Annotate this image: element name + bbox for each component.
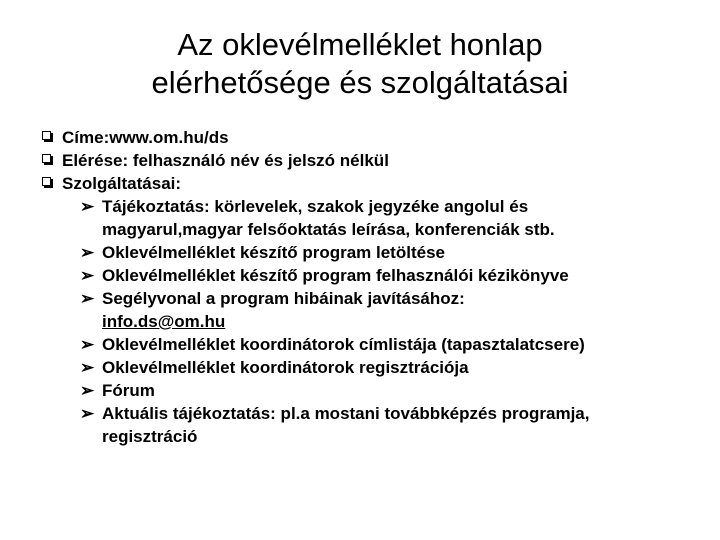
square-bullet-icon <box>42 131 51 140</box>
list-item-manual <box>80 264 690 287</box>
helpline-email-link[interactable]: info.ds@om.hu <box>102 312 226 331</box>
arrowhead-bullet-icon: ➢ <box>80 243 95 262</box>
arrowhead-bullet-icon: ➢ <box>80 197 95 216</box>
service-text: Segélyvonal a program hibáinak javításához: <box>102 289 465 308</box>
list-item-address <box>40 126 690 149</box>
slide-title-line-2: elérhetősége és szolgáltatásai <box>151 65 569 100</box>
list-item-access <box>40 149 690 172</box>
slide-content <box>40 126 690 448</box>
access-text: Elérése: felhasználó név és jelszó nélkül <box>62 151 389 170</box>
arrowhead-bullet-icon: ➢ <box>80 381 95 400</box>
list-item-services <box>40 172 690 448</box>
slide-title-line-1: Az oklevélmelléklet honlap <box>177 27 543 62</box>
square-bullet-icon <box>42 177 51 186</box>
service-text: Oklevélmelléklet készítő program felhasználói kézikönyve <box>102 266 569 285</box>
services-heading: Szolgáltatásai: <box>62 174 182 193</box>
list-item-info <box>80 195 690 241</box>
address-text: Címe:www.om.hu/ds <box>62 128 229 147</box>
service-text-line-1: Aktuális tájékoztatás: pl.a mostani továbbképzés programja, <box>102 404 590 423</box>
list-item-helpline <box>80 287 690 333</box>
list-item-forum <box>80 379 690 402</box>
list-item-current-info <box>80 402 690 448</box>
arrowhead-bullet-icon: ➢ <box>80 358 95 377</box>
main-bullet-list <box>40 126 690 448</box>
arrowhead-bullet-icon: ➢ <box>80 404 95 423</box>
service-text: Oklevélmelléklet koordinátorok regisztrációja <box>102 358 469 377</box>
list-item-download <box>80 241 690 264</box>
arrowhead-bullet-icon: ➢ <box>80 289 95 308</box>
square-bullet-icon <box>42 154 51 163</box>
list-item-coordinator-registration <box>80 356 690 379</box>
list-item-coordinator-list <box>80 333 690 356</box>
service-text: Oklevélmelléklet készítő program letöltése <box>102 243 445 262</box>
service-text-line-1: Tájékoztatás: körlevelek, szakok jegyzéke angolul és <box>102 197 529 216</box>
service-text: Fórum <box>102 381 155 400</box>
service-text-line-2: magyarul,magyar felsőoktatás leírása, konferenciák stb. <box>102 220 555 239</box>
slide-title <box>0 26 720 102</box>
services-sub-list <box>80 195 690 448</box>
arrowhead-bullet-icon: ➢ <box>80 266 95 285</box>
service-text-line-2: regisztráció <box>102 427 198 446</box>
arrowhead-bullet-icon: ➢ <box>80 335 95 354</box>
service-text: Oklevélmelléklet koordinátorok címlistája (tapasztalatcsere) <box>102 335 585 354</box>
